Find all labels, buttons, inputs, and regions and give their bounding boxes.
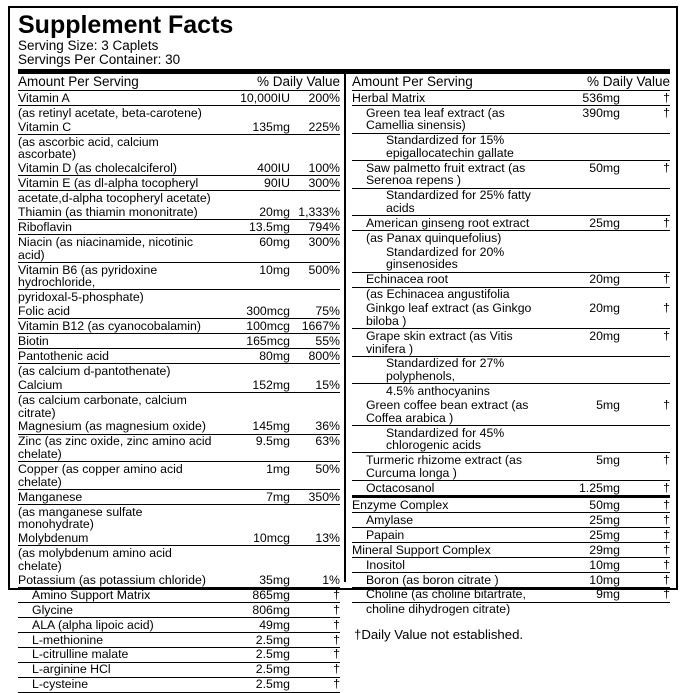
nutrient-daily-value <box>622 384 670 398</box>
nutrient-amount: 2.5mg <box>216 677 292 692</box>
nutrient-amount: 1mg <box>216 462 292 490</box>
nutrient-name: L-cysteine <box>18 677 216 692</box>
nutrient-name: Magnesium (as magnesium oxide) <box>18 420 216 434</box>
table-row <box>352 287 670 301</box>
nutrient-daily-value: † <box>292 662 340 677</box>
nutrient-daily-value: † <box>622 302 670 329</box>
nutrient-name: Standardized for 25% fatty acids <box>352 188 546 216</box>
nutrient-name: (as Panax quinquefolius) <box>365 230 502 245</box>
nutrient-amount: 20mg <box>216 205 292 219</box>
table-row <box>352 425 670 453</box>
nutrient-amount: 390mg <box>546 105 622 133</box>
nutrient-amount: 10mcg <box>216 531 292 545</box>
table-row <box>352 161 670 189</box>
nutrient-name: Grape skin extract (as Vitis vinifera ) <box>352 329 546 357</box>
table-row <box>352 398 670 425</box>
table-row <box>18 220 340 235</box>
nutrient-amount: 300mcg <box>216 304 292 318</box>
nutrient-name: American ginseng root extract <box>352 216 546 231</box>
table-row <box>18 349 340 364</box>
nutrient-amount: 10mg <box>546 557 622 572</box>
nutrient-daily-value: 1,333% <box>292 205 340 219</box>
table-row <box>18 120 340 134</box>
right-nutrient-table-bottom <box>352 498 670 617</box>
nutrient-name: Vitamin C <box>18 120 216 134</box>
table-row <box>18 235 340 263</box>
nutrient-name: Potassium (as potassium chloride) <box>18 573 216 587</box>
nutrient-name: Green tea leaf extract (as Camellia sinensis) <box>352 105 546 133</box>
nutrient-name: Saw palmetto fruit extract (as Serenoa repens ) <box>352 161 546 189</box>
nutrient-amount <box>546 425 622 453</box>
table-row <box>18 205 340 219</box>
nutrient-daily-value: 50% <box>292 462 340 490</box>
nutrient-name: pyridoxal-5-phosphate) <box>18 290 144 305</box>
nutrient-daily-value: 15% <box>292 378 340 392</box>
table-row <box>18 531 340 545</box>
nutrient-daily-value: † <box>622 91 670 105</box>
nutrient-amount: 10mg <box>546 572 622 587</box>
nutrient-name: Standardized for 15% epigallocatechin gallate <box>352 133 546 161</box>
nutrient-daily-value: 225% <box>292 120 340 134</box>
nutrient-amount: 2.5mg <box>216 647 292 662</box>
table-row <box>352 329 670 357</box>
nutrient-daily-value <box>292 290 340 304</box>
nutrient-amount: 25mg <box>546 527 622 542</box>
nutrient-amount: 1.25mg <box>546 481 622 497</box>
nutrient-amount: 13.5mg <box>216 220 292 235</box>
nutrient-name: 4.5% anthocyanins <box>385 384 490 399</box>
table-row <box>18 176 340 191</box>
table-row <box>352 302 670 329</box>
nutrient-daily-value: 300% <box>292 235 340 263</box>
nutrient-daily-value <box>292 364 340 378</box>
table-row <box>352 498 670 512</box>
nutrient-daily-value: † <box>622 329 670 357</box>
table-row <box>18 647 340 662</box>
nutrient-daily-value: † <box>622 398 670 425</box>
nutrient-amount: 20mg <box>546 272 622 287</box>
table-row <box>352 602 670 616</box>
nutrient-daily-value: † <box>622 216 670 231</box>
nutrient-name: Amylase <box>352 512 546 527</box>
nutrient-amount <box>216 134 292 161</box>
table-row <box>18 504 340 531</box>
nutrient-amount: 29mg <box>546 542 622 557</box>
table-row <box>18 304 340 318</box>
nutrient-daily-value: † <box>292 587 340 602</box>
nutrient-amount: 9mg <box>546 587 622 602</box>
nutrient-daily-value <box>622 356 670 384</box>
nutrient-name: (as Echinacea angustifolia <box>365 287 510 302</box>
nutrient-amount: 2.5mg <box>216 632 292 647</box>
right-amount-header: Amount Per Serving <box>351 74 473 89</box>
nutrient-amount <box>546 245 622 272</box>
left-nutrient-table <box>18 91 340 693</box>
table-row <box>352 587 670 602</box>
table-row <box>352 481 670 497</box>
nutrient-amount: 165mcg <box>216 334 292 349</box>
nutrient-name: Standardized for 20% ginsenosides <box>352 245 546 272</box>
nutrient-name: Manganese <box>18 489 216 504</box>
table-row <box>352 245 670 272</box>
table-row <box>18 462 340 490</box>
table-row <box>18 420 340 434</box>
nutrient-daily-value: † <box>622 527 670 542</box>
table-row <box>18 677 340 692</box>
table-row <box>18 262 340 290</box>
nutrient-amount: 145mg <box>216 420 292 434</box>
nutrient-amount <box>216 290 292 304</box>
nutrient-daily-value: † <box>622 572 670 587</box>
nutrient-daily-value: † <box>622 272 670 287</box>
nutrient-daily-value: † <box>292 617 340 632</box>
nutrient-amount: 7mg <box>216 489 292 504</box>
nutrient-daily-value <box>292 504 340 531</box>
table-row <box>18 334 340 349</box>
nutrient-daily-value: 55% <box>292 334 340 349</box>
table-row <box>18 393 340 420</box>
nutrient-daily-value <box>292 191 340 205</box>
nutrient-name: (as ascorbic acid, calcium ascorbate) <box>18 134 159 162</box>
nutrient-daily-value: † <box>622 481 670 497</box>
table-row <box>352 542 670 557</box>
nutrient-amount <box>216 393 292 420</box>
nutrient-daily-value: † <box>622 557 670 572</box>
nutrient-name: Riboflavin <box>18 220 216 235</box>
nutrient-name: Mineral Support Complex <box>352 542 546 557</box>
nutrient-daily-value <box>292 105 340 119</box>
table-row <box>352 384 670 398</box>
nutrient-name: (as calcium carbonate, calcium citrate) <box>18 392 187 420</box>
nutrient-name: Biotin <box>18 334 216 349</box>
nutrient-daily-value: † <box>622 498 670 512</box>
nutrient-name: L-methionine <box>18 632 216 647</box>
table-row <box>18 602 340 617</box>
nutrient-name: (as molybdenum amino acid chelate) <box>18 546 172 573</box>
nutrient-amount <box>216 364 292 378</box>
nutrient-name: Pantothenic acid <box>18 349 216 364</box>
table-row <box>18 378 340 392</box>
nutrient-daily-value <box>622 245 670 272</box>
nutrient-daily-value: 36% <box>292 420 340 434</box>
table-row <box>352 356 670 384</box>
nutrient-name: Niacin (as niacinamide, nicotinic acid) <box>18 235 216 263</box>
nutrient-amount: 100mcg <box>216 319 292 334</box>
nutrient-amount <box>216 546 292 573</box>
nutrient-amount <box>546 287 622 301</box>
nutrient-amount: 25mg <box>546 512 622 527</box>
table-row <box>18 617 340 632</box>
table-row <box>352 216 670 231</box>
nutrient-daily-value: 500% <box>292 262 340 290</box>
nutrient-name: Turmeric rhizome extract (as Curcuma longa ) <box>352 453 546 481</box>
nutrient-name: Choline (as choline bitartrate, <box>352 587 546 602</box>
nutrient-name: Standardized for 27% polyphenols, <box>352 356 546 384</box>
nutrient-name: choline dihydrogen citrate) <box>365 602 511 617</box>
nutrient-amount: 5mg <box>546 398 622 425</box>
table-row <box>18 632 340 647</box>
nutrient-amount: 20mg <box>546 329 622 357</box>
nutrient-daily-value: 1% <box>292 573 340 587</box>
nutrient-daily-value: 300% <box>292 176 340 191</box>
nutrient-daily-value: † <box>622 105 670 133</box>
nutrient-amount: 25mg <box>546 216 622 231</box>
nutrient-name: (as calcium d-pantothenate) <box>18 363 171 378</box>
nutrient-daily-value: 75% <box>292 304 340 318</box>
nutrient-amount <box>216 504 292 531</box>
nutrient-name: Vitamin B6 (as pyridoxine hydrochloride, <box>18 262 216 290</box>
nutrient-name: L-citrulline malate <box>18 647 216 662</box>
nutrient-daily-value: 100% <box>292 161 340 175</box>
nutrient-daily-value: 1667% <box>292 319 340 334</box>
nutrient-name: Octacosanol <box>352 481 546 497</box>
table-row <box>352 272 670 287</box>
nutrient-daily-value: 200% <box>292 91 340 105</box>
nutrient-amount: 135mg <box>216 120 292 134</box>
nutrient-daily-value <box>622 287 670 301</box>
nutrient-amount: 806mg <box>216 602 292 617</box>
nutrient-daily-value: 63% <box>292 434 340 462</box>
nutrient-daily-value <box>622 602 670 616</box>
nutrient-name: Inositol <box>352 557 546 572</box>
right-column <box>346 74 670 642</box>
nutrient-name: Zinc (as zinc oxide, zinc amino acid chelate) <box>18 434 216 462</box>
table-row <box>352 557 670 572</box>
table-row <box>352 91 670 105</box>
nutrient-name: L-arginine HCl <box>18 662 216 677</box>
nutrient-amount <box>546 133 622 161</box>
nutrient-amount: 152mg <box>216 378 292 392</box>
table-row <box>352 133 670 161</box>
nutrient-amount: 2.5mg <box>216 662 292 677</box>
nutrient-name: Standardized for 45% chlorogenic acids <box>352 425 546 453</box>
nutrient-amount: 49mg <box>216 617 292 632</box>
right-dv-header: % Daily Value <box>586 74 670 89</box>
nutrient-daily-value: † <box>622 542 670 557</box>
nutrient-amount <box>546 188 622 216</box>
table-row <box>18 105 340 119</box>
table-row <box>18 91 340 105</box>
table-row <box>352 527 670 542</box>
nutrient-name: Green coffee bean extract (as Coffea arabica ) <box>352 398 546 425</box>
table-row <box>352 105 670 133</box>
nutrient-amount: 5mg <box>546 453 622 481</box>
nutrient-amount: 90IU <box>216 176 292 191</box>
nutrient-daily-value <box>622 188 670 216</box>
nutrient-name: Glycine <box>18 602 216 617</box>
nutrient-name: Vitamin B12 (as cyanocobalamin) <box>18 319 216 334</box>
nutrient-daily-value: 794% <box>292 220 340 235</box>
nutrient-daily-value <box>622 231 670 245</box>
left-column <box>18 74 346 692</box>
table-row <box>18 364 340 378</box>
nutrient-name: Papain <box>352 527 546 542</box>
table-row <box>18 161 340 175</box>
table-row <box>18 489 340 504</box>
table-row <box>18 587 340 602</box>
daily-value-footnote: †Daily Value not established. <box>353 626 524 642</box>
nutrient-daily-value: † <box>622 512 670 527</box>
table-row <box>352 231 670 245</box>
nutrient-daily-value: † <box>622 453 670 481</box>
nutrient-name: Echinacea root <box>352 272 546 287</box>
nutrient-amount <box>546 356 622 384</box>
nutrient-amount: 536mg <box>546 91 622 105</box>
nutrient-daily-value: † <box>292 632 340 647</box>
table-row <box>18 319 340 334</box>
nutrient-name: ALA (alpha lipoic acid) <box>18 617 216 632</box>
table-row <box>18 191 340 205</box>
nutrient-name: Molybdenum <box>18 531 216 545</box>
nutrient-name: Vitamin A <box>18 91 216 105</box>
nutrient-daily-value: 350% <box>292 489 340 504</box>
nutrient-name: Herbal Matrix <box>352 91 546 105</box>
nutrient-name: acetate,d-alpha tocopheryl acetate) <box>18 191 211 206</box>
nutrient-name: Enzyme Complex <box>352 498 546 512</box>
nutrient-amount <box>546 602 622 616</box>
nutrient-name: Vitamin D (as cholecalciferol) <box>18 161 216 175</box>
nutrient-amount: 9.5mg <box>216 434 292 462</box>
nutrient-daily-value <box>622 133 670 161</box>
nutrient-name: Copper (as copper amino acid chelate) <box>18 462 216 490</box>
nutrient-daily-value: † <box>292 647 340 662</box>
nutrient-daily-value: 800% <box>292 349 340 364</box>
nutrient-amount: 400IU <box>216 161 292 175</box>
nutrient-amount: 10mg <box>216 262 292 290</box>
table-row <box>18 573 340 587</box>
nutrient-daily-value <box>292 546 340 573</box>
nutrient-daily-value: † <box>622 587 670 602</box>
table-row <box>18 290 340 304</box>
right-nutrient-table-top <box>352 91 670 498</box>
right-column-header <box>352 74 670 91</box>
nutrient-name: Ginkgo leaf extract (as Ginkgo biloba ) <box>352 302 546 329</box>
nutrient-daily-value <box>292 393 340 420</box>
nutrient-daily-value: † <box>292 602 340 617</box>
nutrient-amount: 35mg <box>216 573 292 587</box>
nutrient-amount <box>216 105 292 119</box>
table-row <box>352 188 670 216</box>
table-row <box>18 434 340 462</box>
nutrient-daily-value: 13% <box>292 531 340 545</box>
left-column-header <box>18 74 340 91</box>
nutrient-amount: 60mg <box>216 235 292 263</box>
serving-size: Serving Size: 3 Caplets <box>18 38 159 53</box>
columns-wrapper <box>18 74 670 692</box>
left-amount-header: Amount Per Serving <box>18 74 139 89</box>
nutrient-amount: 80mg <box>216 349 292 364</box>
nutrient-amount <box>546 231 622 245</box>
servings-per-container: Servings Per Container: 30 <box>18 52 181 67</box>
nutrient-daily-value: † <box>292 677 340 692</box>
nutrient-name: Thiamin (as thiamin mononitrate) <box>18 205 216 219</box>
nutrient-name: Calcium <box>18 378 216 392</box>
table-row <box>352 453 670 481</box>
nutrient-amount <box>216 191 292 205</box>
left-dv-header: % Daily Value <box>256 74 340 89</box>
page-title: Supplement Facts <box>18 11 234 39</box>
nutrient-name: Amino Support Matrix <box>18 587 216 602</box>
nutrient-amount: 10,000IU <box>216 91 292 105</box>
nutrient-name: (as manganese sulfate monohydrate) <box>18 504 143 532</box>
nutrient-name: Vitamin E (as dl-alpha tocopheryl <box>18 176 216 191</box>
nutrient-amount: 50mg <box>546 161 622 189</box>
nutrient-daily-value <box>292 134 340 161</box>
table-row <box>18 546 340 573</box>
nutrient-amount: 20mg <box>546 302 622 329</box>
nutrient-amount: 865mg <box>216 587 292 602</box>
table-row <box>18 134 340 161</box>
nutrient-amount <box>546 384 622 398</box>
nutrient-name: (as retinyl acetate, beta-carotene) <box>18 105 202 120</box>
nutrient-name: Boron (as boron citrate ) <box>352 572 546 587</box>
nutrient-name: Folic acid <box>18 304 216 318</box>
table-row <box>352 512 670 527</box>
table-row <box>352 572 670 587</box>
table-row <box>18 662 340 677</box>
nutrient-daily-value <box>622 425 670 453</box>
nutrient-daily-value: † <box>622 161 670 189</box>
supplement-facts-panel <box>8 6 678 692</box>
nutrient-amount: 50mg <box>546 498 622 512</box>
